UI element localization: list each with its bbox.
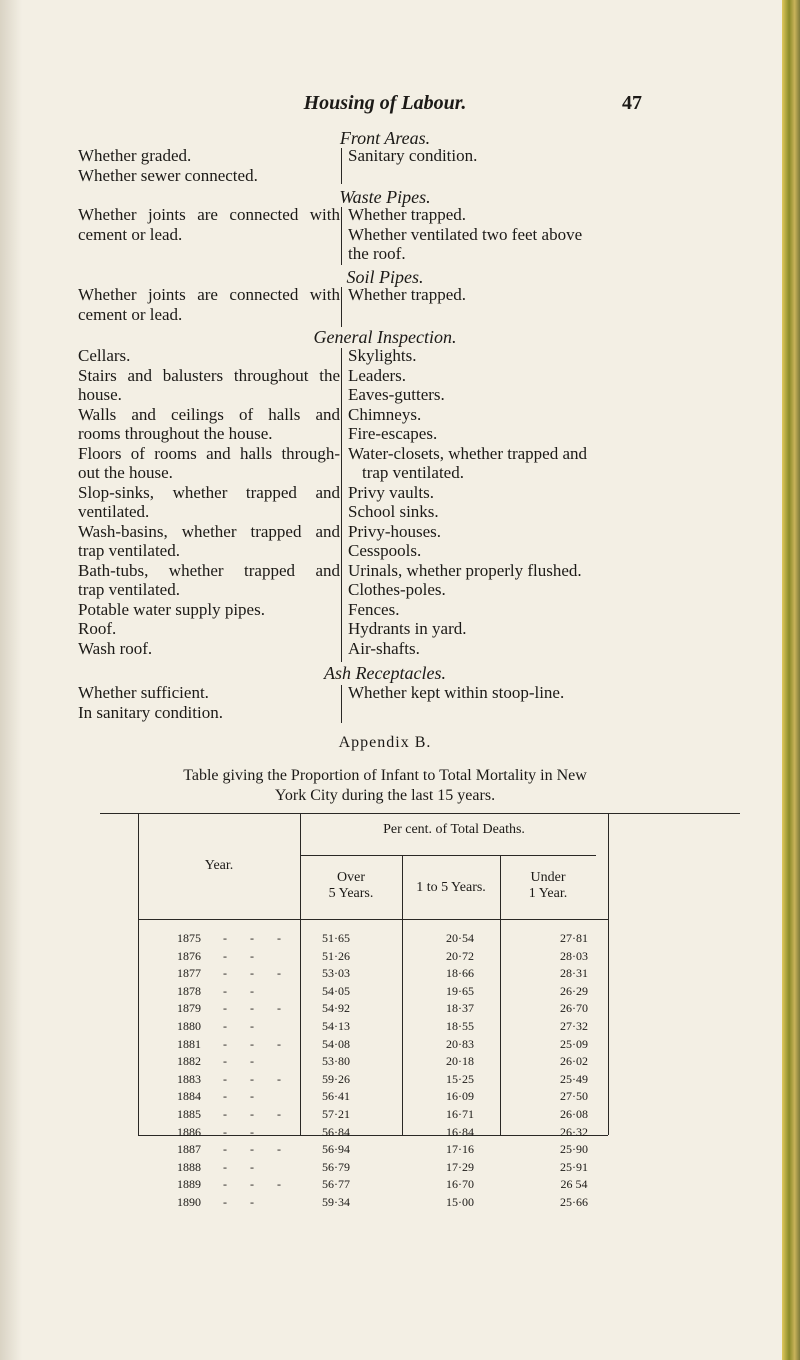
- year-cell: 1886: [177, 1124, 201, 1139]
- table-row: [138, 966, 608, 985]
- column-divider: [341, 207, 342, 265]
- soil-pipes-right: [348, 285, 718, 305]
- header-year: Year.: [204, 858, 234, 873]
- table-row: [138, 1125, 608, 1144]
- inspection-item: Cellars.: [78, 346, 131, 365]
- general-inspection-right: [348, 346, 718, 658]
- over-5-cell: 54·08: [322, 1036, 350, 1051]
- leader-dashes: - - -: [223, 1142, 291, 1157]
- year-cell: 1890: [177, 1195, 201, 1209]
- table-caption: [105, 766, 665, 806]
- under-1-cell: 28·03: [560, 948, 588, 963]
- ash-receptacles-title: Ash Receptacles.: [324, 663, 446, 683]
- front-areas-left-line: Whether graded.: [78, 146, 192, 165]
- soil-pipes-right-line: Whether trapped.: [348, 285, 466, 304]
- table-row: [138, 1001, 608, 1020]
- one-to-5-cell: 20·72: [446, 948, 474, 963]
- column-divider: [341, 685, 342, 723]
- inspection-item: Potable water supply pipes.: [78, 599, 265, 619]
- table-caption-line: Table giving the Proportion of Infant to Total Mortality in New: [183, 767, 587, 784]
- under-1-cell: 26·70: [560, 1001, 588, 1016]
- table-right-rule: [608, 813, 609, 1135]
- table-caption-line: York City during the last 15 years.: [274, 787, 496, 804]
- inspection-item: Privy-houses.: [348, 521, 442, 541]
- leader-dashes: - -: [223, 1159, 264, 1174]
- appendix-heading: Appendix B.: [338, 734, 432, 751]
- year-cell: 1883: [177, 1071, 201, 1086]
- year-cell: 1882: [177, 1054, 201, 1069]
- soil-pipes-left-line: cement or lead.: [78, 304, 183, 324]
- leader-dashes: - - -: [223, 1036, 291, 1051]
- table-row: [138, 1089, 608, 1108]
- year-cell: 1887: [177, 1142, 201, 1157]
- inspection-item: trap ventilated.: [78, 580, 180, 599]
- one-to-5-cell: 18·37: [446, 1001, 474, 1016]
- header-1-to-5: 1 to 5 Years.: [416, 880, 486, 895]
- waste-pipes-left-line: cement or lead.: [78, 224, 183, 244]
- waste-pipes-right-line: Whether trapped.: [348, 205, 466, 224]
- leader-dashes: - - -: [223, 1001, 291, 1016]
- one-to-5-cell: 16·09: [446, 1089, 474, 1104]
- inspection-item: Floors of rooms and halls through-: [78, 443, 340, 463]
- inspection-item: Cesspools.: [348, 541, 422, 560]
- over-5-cell: 56·41: [322, 1089, 350, 1104]
- under-1-cell: 25·91: [560, 1159, 588, 1174]
- waste-pipes-left: [78, 205, 340, 244]
- under-1-cell: 25·49: [560, 1071, 588, 1086]
- table-row: [138, 931, 608, 950]
- ash-receptacles-left-line: In sanitary condition.: [78, 702, 223, 722]
- year-cell: 1885: [177, 1107, 201, 1121]
- year-cell: 1889: [177, 1177, 201, 1192]
- header-under-1-line: 1 Year.: [528, 886, 568, 901]
- leader-dashes: - -: [223, 1089, 264, 1104]
- page-header: [0, 92, 800, 122]
- table-row: [138, 1195, 608, 1214]
- inspection-item: Stairs and balusters throughout the: [78, 365, 340, 385]
- one-to-5-cell: 16·84: [446, 1124, 474, 1139]
- inspection-item: Wash-basins, whether trapped and: [78, 521, 340, 541]
- waste-pipes-right-line: the roof.: [348, 244, 406, 263]
- waste-pipes-title: Waste Pipes.: [339, 187, 431, 207]
- under-1-cell: 25·09: [560, 1036, 588, 1051]
- header-over-5-line: 5 Years.: [328, 886, 374, 901]
- header-percent-group: Per cent. of Total Deaths.: [383, 822, 525, 837]
- leader-dashes: - -: [223, 1124, 264, 1139]
- one-to-5-cell: 20·83: [446, 1036, 474, 1051]
- waste-pipes-right: [348, 205, 718, 264]
- inspection-item: Air-shafts.: [348, 638, 420, 658]
- over-5-cell: 51·26: [322, 948, 350, 963]
- front-areas-right-line: Sanitary condition.: [348, 146, 478, 165]
- over-5-cell: 54·05: [322, 983, 350, 998]
- table-row: [138, 1177, 608, 1196]
- table-row: [138, 984, 608, 1003]
- table-row: [138, 949, 608, 968]
- year-cell: 1878: [177, 983, 201, 998]
- table-row: [138, 1160, 608, 1179]
- front-areas-title: Front Areas.: [339, 128, 431, 148]
- year-cell: 1875: [177, 931, 201, 945]
- one-to-5-cell: 20·18: [446, 1054, 474, 1069]
- leader-dashes: - -: [223, 948, 264, 963]
- over-5-cell: 56·84: [322, 1124, 350, 1139]
- one-to-5-cell: 18·55: [446, 1019, 474, 1033]
- under-1-cell: 28·31: [560, 966, 588, 981]
- over-5-cell: 59·26: [322, 1071, 350, 1086]
- over-5-cell: 53·80: [322, 1054, 350, 1069]
- under-1-cell: 27·81: [560, 931, 588, 945]
- under-1-cell: 25·90: [560, 1142, 588, 1157]
- one-to-5-cell: 15·25: [446, 1071, 474, 1086]
- table-row: [138, 1107, 608, 1126]
- year-cell: 1879: [177, 1001, 201, 1016]
- table-row: [138, 1072, 608, 1091]
- general-inspection-title: General Inspection.: [313, 327, 457, 347]
- over-5-cell: 54·92: [322, 1001, 350, 1016]
- under-1-cell: 26·29: [560, 983, 588, 998]
- table-row: [138, 1019, 608, 1038]
- one-to-5-cell: 17·29: [446, 1159, 474, 1174]
- leader-dashes: - -: [223, 1054, 264, 1069]
- header-under-1-line: Under: [530, 870, 566, 885]
- table-row: [138, 1054, 608, 1073]
- one-to-5-cell: 15·00: [446, 1195, 474, 1209]
- leader-dashes: - - -: [223, 1107, 291, 1121]
- year-cell: 1888: [177, 1159, 201, 1174]
- column-divider: [341, 287, 342, 327]
- column-divider: [341, 148, 342, 184]
- soil-pipes-title: Soil Pipes.: [346, 267, 424, 287]
- table-header-rule: [138, 919, 608, 920]
- front-areas-left-line: Whether sewer connected.: [78, 165, 258, 185]
- inspection-item: Slop-sinks, whether trapped and: [78, 482, 340, 502]
- leader-dashes: - - -: [223, 931, 291, 945]
- year-cell: 1877: [177, 966, 201, 981]
- over-5-cell: 56·79: [322, 1159, 350, 1174]
- header-over-5-line: Over: [337, 870, 365, 885]
- inspection-item: house.: [78, 385, 122, 404]
- inspection-item: School sinks.: [348, 502, 439, 521]
- over-5-cell: 54·13: [322, 1019, 350, 1033]
- header-over-5: [300, 870, 402, 902]
- inspection-item: Chimneys.: [348, 404, 422, 424]
- waste-pipes-left-line: Whether joints are connected with: [78, 205, 340, 224]
- one-to-5-cell: 18·66: [446, 966, 474, 981]
- waste-pipes-right-line: Whether ventilated two feet above: [348, 224, 583, 244]
- leader-dashes: - -: [223, 983, 264, 998]
- inspection-item: Privy vaults.: [348, 482, 434, 502]
- inspection-item: Roof.: [78, 619, 117, 638]
- inspection-item: Eaves-gutters.: [348, 385, 445, 404]
- inspection-item: Wash roof.: [78, 638, 153, 658]
- inspection-item: trap ventilated.: [78, 541, 180, 560]
- under-1-cell: 27·50: [560, 1089, 588, 1104]
- over-5-cell: 59·34: [322, 1195, 350, 1209]
- inspection-item: Skylights.: [348, 346, 417, 365]
- table-subheader-rule: [300, 855, 596, 856]
- leader-dashes: - -: [223, 1019, 264, 1033]
- year-cell: 1884: [177, 1089, 201, 1104]
- one-to-5-cell: 17·16: [446, 1142, 474, 1157]
- leader-dashes: - - -: [223, 966, 291, 981]
- under-1-cell: 26·32: [560, 1124, 588, 1139]
- over-5-cell: 57·21: [322, 1107, 350, 1121]
- page-edge-right: [782, 0, 800, 1360]
- one-to-5-cell: 16·70: [446, 1177, 474, 1192]
- ash-receptacles-right: [348, 683, 718, 703]
- table-row: [138, 1142, 608, 1161]
- inspection-item: Fences.: [348, 599, 400, 619]
- general-inspection-left: [78, 346, 340, 658]
- inspection-item: Bath-tubs, whether trapped and: [78, 560, 340, 580]
- ash-receptacles-right-line: Whether kept within stoop-line.: [348, 683, 565, 702]
- inspection-item: Walls and ceilings of halls and: [78, 404, 340, 424]
- column-divider: [341, 348, 342, 662]
- inspection-item: Clothes-poles.: [348, 580, 446, 599]
- leader-dashes: - - -: [223, 1071, 291, 1086]
- inspection-item: ventilated.: [78, 502, 150, 521]
- ash-receptacles-left: [78, 683, 340, 722]
- one-to-5-cell: 19·65: [446, 983, 474, 998]
- leader-dashes: - -: [223, 1195, 264, 1209]
- inspection-item: Leaders.: [348, 365, 407, 385]
- table-row: [138, 1037, 608, 1056]
- soil-pipes-left-line: Whether joints are connected with: [78, 285, 340, 304]
- front-areas-right: [348, 146, 718, 166]
- running-title: Housing of Labour.: [303, 92, 467, 114]
- inspection-item: Hydrants in yard.: [348, 619, 467, 638]
- page-number: 47: [622, 92, 642, 114]
- year-cell: 1880: [177, 1019, 201, 1033]
- inspection-item: Fire-escapes.: [348, 424, 438, 443]
- one-to-5-cell: 20·54: [446, 931, 474, 945]
- year-cell: 1876: [177, 948, 201, 963]
- under-1-cell: 26 54: [560, 1177, 588, 1192]
- over-5-cell: 56·77: [322, 1177, 350, 1192]
- under-1-cell: 26·08: [560, 1107, 588, 1121]
- under-1-cell: 27·32: [560, 1019, 588, 1033]
- leader-dashes: - - -: [223, 1177, 291, 1192]
- under-1-cell: 26·02: [560, 1054, 588, 1069]
- over-5-cell: 53·03: [322, 966, 350, 981]
- inspection-item: Urinals, whether properly flushed.: [348, 560, 582, 580]
- over-5-cell: 51·65: [322, 931, 350, 945]
- ash-receptacles-left-line: Whether sufficient.: [78, 683, 209, 702]
- inspection-item: trap ventilated.: [362, 463, 464, 482]
- front-areas-left: [78, 146, 340, 185]
- inspection-item: out the house.: [78, 463, 173, 482]
- inspection-item: Water-closets, whether trapped and: [348, 443, 588, 463]
- under-1-cell: 25·66: [560, 1195, 588, 1209]
- one-to-5-cell: 16·71: [446, 1107, 474, 1121]
- over-5-cell: 56·94: [322, 1142, 350, 1157]
- soil-pipes-left: [78, 285, 340, 324]
- year-cell: 1881: [177, 1036, 201, 1051]
- header-under-1: [500, 870, 596, 902]
- inspection-item: rooms throughout the house.: [78, 424, 273, 443]
- table-top-rule: [100, 813, 740, 814]
